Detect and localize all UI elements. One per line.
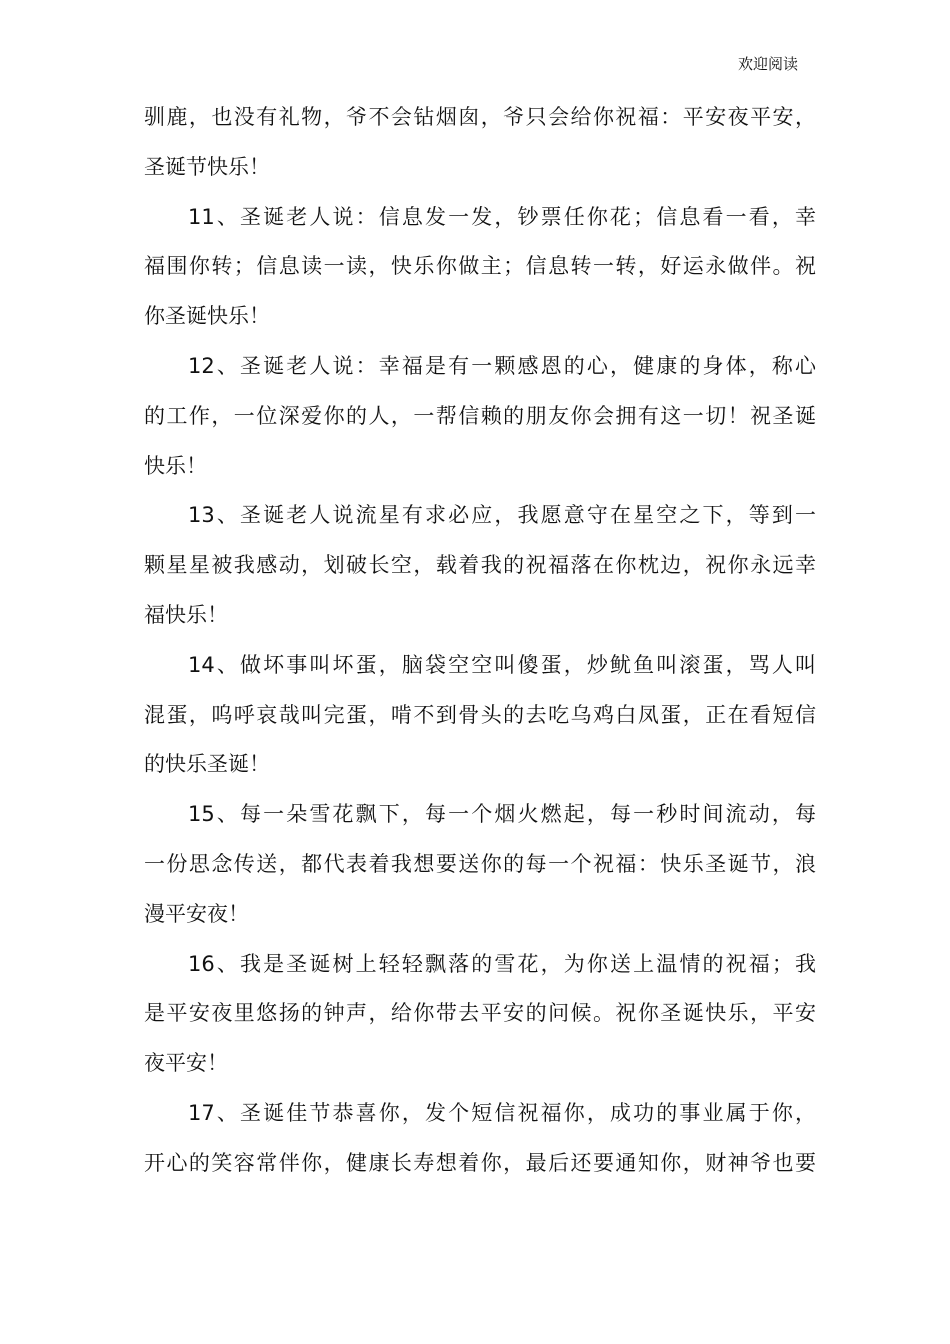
text-line: 混蛋，呜呼哀哉叫完蛋，啃不到骨头的去吃乌鸡白凤蛋，正在看短信: [144, 702, 816, 727]
text-line: 的工作，一位深爱你的人，一帮信赖的朋友你会拥有这一切！祝圣诞: [144, 403, 816, 428]
document-body: [144, 93, 816, 1189]
text-line: 福围你转；信息读一读，快乐你做主；信息转一转，好运永做伴。祝: [144, 254, 816, 279]
text-line: 圣诞节快乐！: [144, 154, 270, 179]
text-line: 13、圣诞老人说流星有求必应，我愿意守在星空之下，等到一: [188, 503, 816, 528]
text-line: 福快乐！: [144, 602, 228, 627]
text-line: 驯鹿，也没有礼物，爷不会钻烟囱，爷只会给你祝福：平安夜平安，: [144, 105, 816, 129]
text-line: 是平安夜里悠扬的钟声，给你带去平安的问候。祝你圣诞快乐，平安: [144, 1001, 816, 1026]
text-line: 颗星星被我感动，划破长空，载着我的祝福落在你枕边，祝你永远幸: [144, 553, 816, 578]
text-line: 14、做坏事叫坏蛋，脑袋空空叫傻蛋，炒鱿鱼叫滚蛋，骂人叫: [188, 652, 816, 677]
text-line: 的快乐圣诞！: [144, 752, 270, 777]
text-line: 17、圣诞佳节恭喜你，发个短信祝福你，成功的事业属于你，: [188, 1100, 816, 1125]
text-line: 一份思念传送，都代表着我想要送你的每一个祝福：快乐圣诞节，浪: [144, 851, 816, 876]
text-line: 你圣诞快乐！: [144, 304, 270, 329]
text-line: 夜平安！: [144, 1051, 228, 1076]
text-line: 12、圣诞老人说：幸福是有一颗感恩的心，健康的身体，称心: [188, 353, 816, 378]
header-label: 欢迎阅读: [737, 55, 798, 73]
text-line: 漫平安夜！: [144, 901, 249, 926]
text-line: 开心的笑容常伴你，健康长寿想着你，最后还要通知你，财神爷也要: [144, 1150, 816, 1175]
text-line: 15、每一朵雪花飘下，每一个烟火燃起，每一秒时间流动，每: [188, 802, 816, 827]
text-line: 快乐！: [144, 453, 207, 478]
text-line: 16、我是圣诞树上轻轻飘落的雪花，为你送上温情的祝福；我: [188, 951, 816, 976]
text-line: 11、圣诞老人说：信息发一发，钞票任你花；信息看一看，幸: [188, 204, 816, 229]
